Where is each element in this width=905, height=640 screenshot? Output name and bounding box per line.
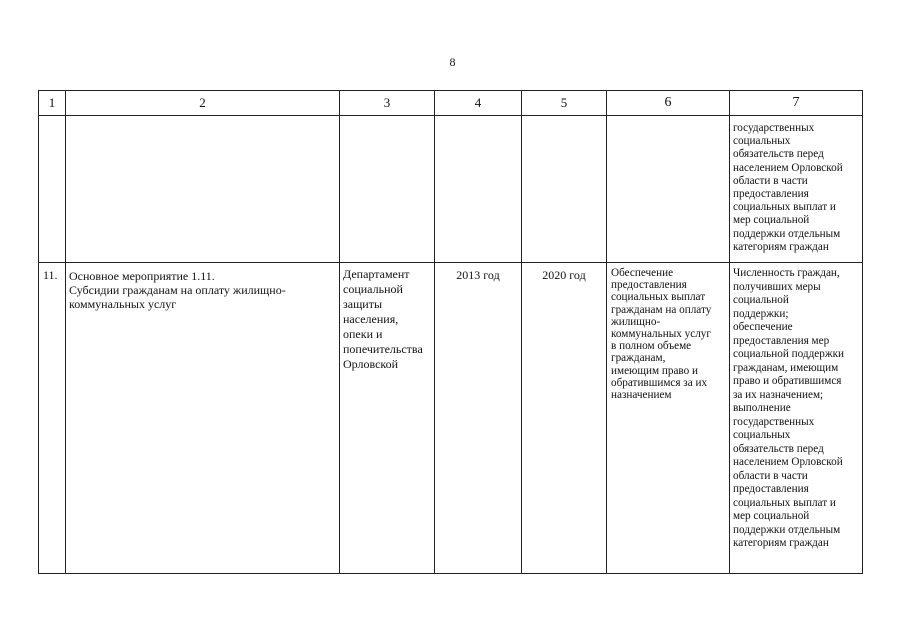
column-header-6: 6 [607,91,730,116]
text-line: право и обратившимся [733,375,842,387]
text-line: социальных [733,429,791,441]
activity-name [66,263,339,311]
text-line: области в части [733,469,808,482]
text-line: предоставления [611,279,687,292]
text-line: населения, [343,312,399,326]
continuation-row [39,116,863,263]
end-year-cell [522,263,607,574]
text-line: Обеспечение [611,267,674,279]
text-line: коммунальных услуг [69,297,177,311]
column-header-7: 7 [730,91,863,116]
row-number: 11. [43,268,58,282]
start-year-cell [435,263,522,574]
column-header-5: 5 [522,91,607,116]
text-line: коммунальных услуг [611,328,711,341]
text-line: поддержки; [733,307,789,320]
text-line: имеющим право и [611,364,698,377]
text-line: социальных выплат и [733,201,836,214]
text-line: попечительства [343,342,423,356]
activity-name-cell [66,263,340,574]
text-line: в полном объеме [611,340,692,353]
text-line: социальных выплат [611,291,706,304]
text-line: обязательств перед [733,442,824,455]
text-line: получивших меры [733,280,821,293]
page-number: 8 [449,55,456,69]
indicator-cell [730,263,863,574]
end-year: 2020 год [542,268,586,282]
expected-result [607,263,729,401]
row-number-cell [39,263,66,574]
text-line: социальной [343,282,403,296]
column-header-1: 1 [39,91,66,116]
table-row [39,263,863,574]
text-line: Основное мероприятие 1.11. [69,269,215,283]
text-line: мер социальной [733,510,810,522]
text-line: социальной [733,294,789,306]
text-line: предоставления мер [733,334,830,347]
text-line: предоставления [733,483,809,495]
text-line: поддержки отдельным [733,227,841,240]
text-line: области в части [733,174,808,187]
text-line: поддержки отдельным [733,523,841,536]
cell-empty [435,116,522,263]
text-line: защиты [343,297,383,311]
text-line: социальной поддержки [733,348,845,360]
text-line: социальных выплат и [733,496,836,509]
text-line: опеки и [343,327,383,341]
cell-empty [522,116,607,263]
text-line: назначением [611,389,672,402]
text-line: выполнение [733,402,791,414]
text-line: гражданам, имеющим [733,361,839,374]
text-line: населением Орловской [733,161,843,174]
text-line: обязательств перед [733,148,824,161]
text-line: гражданам на оплату [611,303,712,316]
text-line: Департамент [343,267,410,281]
cell-empty [607,116,730,263]
text-line: категориям граждан [733,240,829,253]
continuation-indicator-text [730,116,862,254]
column-header-2: 2 [66,91,340,116]
text-line: гражданам, [611,352,666,365]
continuation-indicator-cell [730,116,863,263]
text-line: населением Орловской [733,456,843,468]
expected-result-cell [607,263,730,574]
text-line: категориям граждан [733,537,829,549]
responsible-executor-cell [340,263,435,574]
responsible-executor [340,263,434,372]
text-line: мер социальной [733,214,810,227]
text-line: предоставления [733,188,809,201]
text-line: государственных [733,122,815,134]
start-year: 2013 год [456,268,500,282]
cell-empty [39,116,66,263]
text-line: жилищно- [611,315,661,328]
text-line: социальных [733,135,791,148]
column-header-4: 4 [435,91,522,116]
cell-empty [66,116,340,263]
program-activities-table [38,90,863,574]
indicator-text [730,263,862,551]
header-row [39,91,863,116]
text-line: государственных [733,415,815,428]
text-line: обеспечение [733,321,793,333]
text-line: Численность граждан, [733,267,840,279]
text-line: Субсидии гражданам на оплату жилищно- [69,283,286,297]
text-line: обратившимся за их [611,376,708,389]
column-header-3: 3 [340,91,435,116]
cell-empty [340,116,435,263]
text-line: Орловской [343,357,399,371]
text-line: за их назначением; [733,388,824,401]
